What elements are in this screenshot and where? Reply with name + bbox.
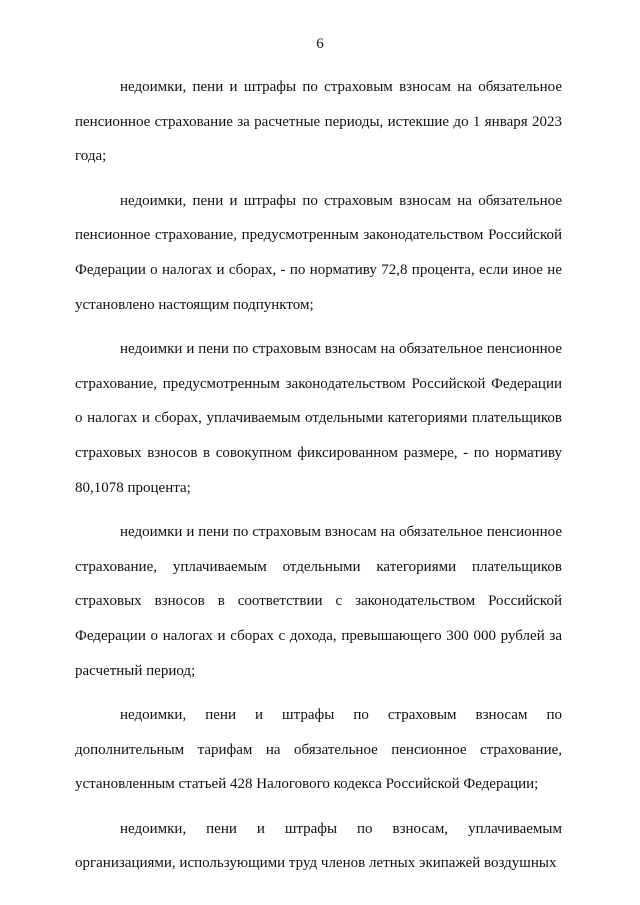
document-body	[75, 70, 562, 891]
paragraph-5: недоимки, пени и штрафы по страховым взносам по дополнительным тарифам на обязательное пенсионное страхование, установленным статьей 428 Налогового кодекса Российской Федерации;	[75, 707, 562, 793]
paragraph-6: недоимки, пени и штрафы по взносам, уплачиваемым организациями, использующими труд членов летных экипажей воздушных	[75, 820, 562, 872]
page-number: 6	[316, 36, 324, 52]
paragraph-1: недоимки, пени и штрафы по страховым взносам на обязательное пенсионное страхование за расчетные периоды, истекшие до 1 января 2023 года;	[75, 79, 562, 165]
paragraph-4: недоимки и пени по страховым взносам на обязательное пенсионное страхование, уплачиваемым отдельными категориями плательщиков страховых взносов в соответствии с законодательством Российской Федерации о налогах и сборах с дохода, превышающего 300 000 рублей за расчетный период;	[75, 524, 562, 679]
paragraph-3: недоимки и пени по страховым взносам на обязательное пенсионное страхование, предусмотренным законодательством Российской Федерации о налогах и сборах, уплачиваемым отдельными категориями плательщиков страховых взносов в совокупном фиксированном размере, - по нормативу 80,1078 процента;	[75, 341, 562, 496]
paragraph-2: недоимки, пени и штрафы по страховым взносам на обязательное пенсионное страхование, предусмотренным законодательством Российской Федерации о налогах и сборах, - по нормативу 72,8 процента, если иное не установлено настоящим подпунктом;	[75, 192, 562, 313]
